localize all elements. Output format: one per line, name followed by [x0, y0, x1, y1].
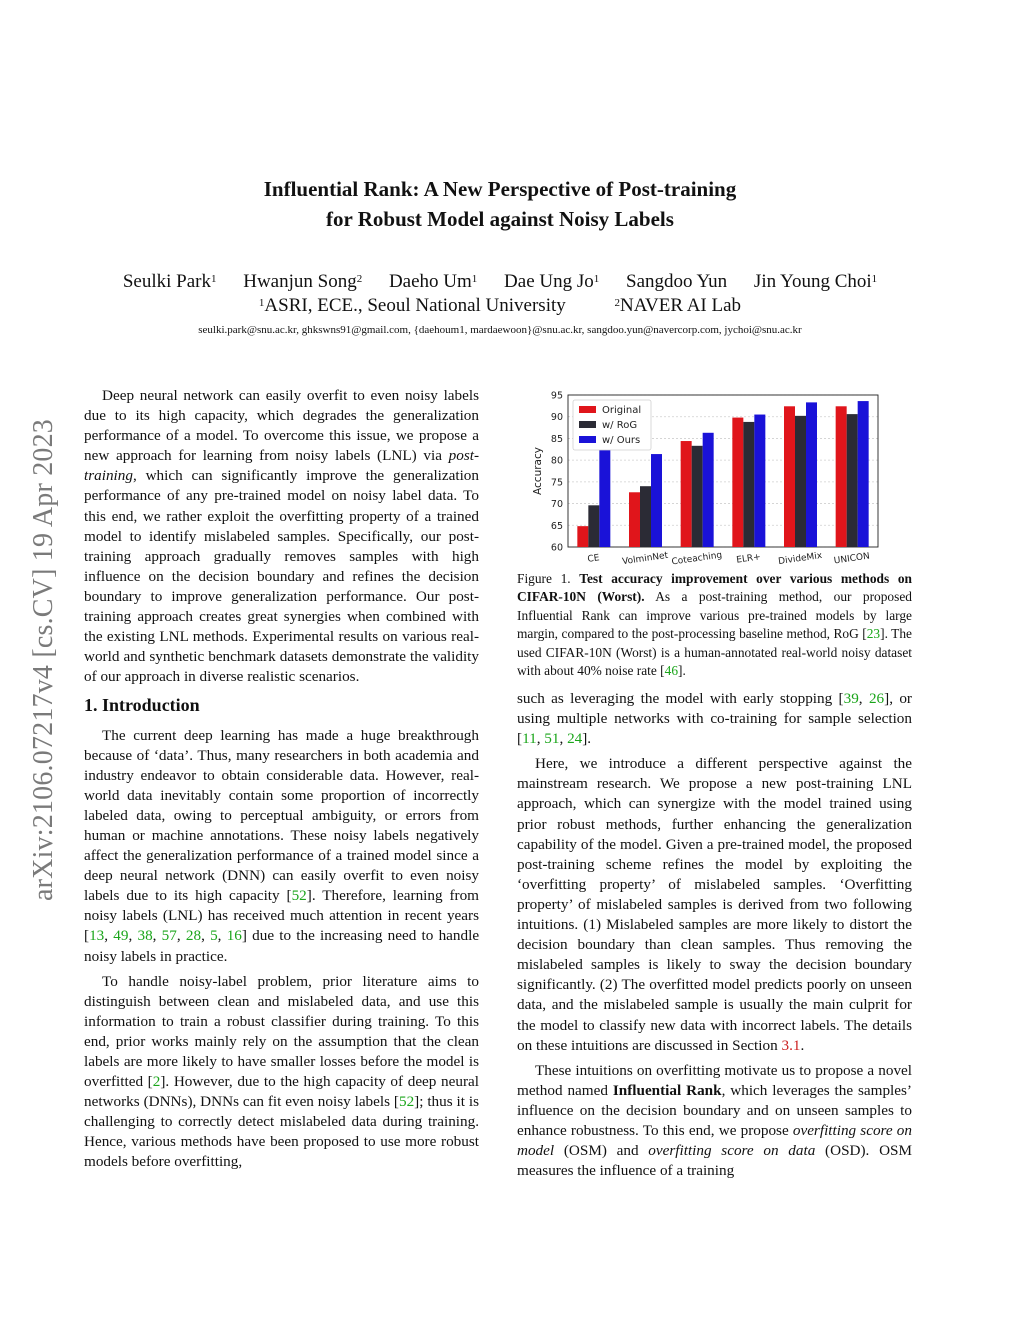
- citation-link[interactable]: 11: [522, 730, 537, 748]
- bar-original: [836, 406, 847, 547]
- bar-original: [784, 406, 795, 547]
- legend-swatch: [579, 436, 596, 443]
- citation-link[interactable]: 52: [291, 887, 307, 905]
- arxiv-identifier: arXiv:2106.07217v4 [cs.CV] 19 Apr 2023: [28, 418, 59, 902]
- right-column: [517, 689, 912, 1186]
- legend-label: Original: [602, 405, 642, 416]
- right-paragraph-1: Here, we introduce a different perspective against the mainstream research. We propose a new post-training LNL approach, which can synergize with the model trained using prior robust methods, further enhancing the generalization capability of the model. Given a pre-trained model, the proposed post-training scheme refines the model by exploiting the ‘overfitting property’ of mislabeled samples. ‘Overfitting property’ of mislabeled samples is derived from two following intuitions. (1) Mislabeled samples are more likely to distort the decision boundary than clean samples. Thus removing the mislabeled samples is likely to sway the decision boundary significantly. (2) The overfitted model predicts poorly on unseen data, and the mislabeled sample is usually the main culprit for the model to classify new data with incorrect labels. The details on these intuitions are discussed in Section 3.1.: [517, 755, 912, 1054]
- legend-swatch: [579, 406, 596, 413]
- section-reference-link[interactable]: 3.1: [781, 1036, 801, 1054]
- x-tick-label: Coteaching: [670, 550, 723, 568]
- bar-w-ours: [599, 448, 610, 547]
- citation-link[interactable]: 57: [161, 927, 177, 945]
- author: Jin Young Choi$^1$: [753, 271, 878, 292]
- legend-swatch: [579, 421, 596, 428]
- citation-link[interactable]: 23: [866, 626, 881, 642]
- x-tick-label: DivideMix: [777, 550, 823, 568]
- bar-w-rog: [692, 446, 703, 547]
- x-tick-label: ELR+: [735, 552, 762, 566]
- citation-link[interactable]: 5: [210, 927, 218, 945]
- y-tick-label: 80: [550, 455, 563, 467]
- author: Daeho Um$^1$: [388, 271, 478, 292]
- citation-link[interactable]: 38: [137, 927, 153, 945]
- y-tick-label: 95: [550, 390, 563, 402]
- bar-w-ours: [651, 454, 662, 547]
- author: Sangdoo Yun: [626, 271, 728, 292]
- affiliation-list: [0, 294, 1000, 318]
- title-line-1: Influential Rank: A New Perspective of Post-training: [263, 177, 737, 201]
- y-tick-label: 60: [550, 542, 563, 554]
- right-paragraph-2: These intuitions on overfitting motivate us to propose a novel method named Influential Rank, which leverages the samples’ influence on the decision boundary and on unseen samples to enhance robustness. To this end, we propose overfitting score on model (OSM) and overfitting score on data (OSD). OSM measures the influence of a training: [517, 1061, 912, 1180]
- bar-chart: [528, 383, 913, 573]
- bar-original: [629, 492, 640, 547]
- author-list: [0, 270, 1000, 294]
- author: Hwanjun Song$^2$: [243, 271, 363, 292]
- y-tick-label: 75: [550, 477, 563, 489]
- figure-1-chart: [528, 383, 913, 573]
- y-tick-label: 70: [550, 499, 563, 511]
- author: Dae Ung Jo$^1$: [504, 271, 600, 292]
- citation-link[interactable]: 24: [567, 730, 583, 748]
- caption-bold: Test accuracy improvement over various methods on CIFAR-10N (Worst).: [517, 571, 912, 605]
- intro-paragraph-1: The current deep learning has made a huge breakthrough because of ‘data’. Thus, many researchers in both academia and industry endeavor to obtain considerable data. However, real-world data inevitably contain some proportion of incorrectly labeled data, owing to perceptual ambiguity, or errors from human or machine annotations. These noisy labels negatively affect the generalization performance of a trained model since a deep neural network (DNN) can easily overfit to even noisy labels due to its high capacity [52]. Therefore, learning from noisy labels (LNL) has received much attention in recent years [13, 49, 38, 57, 28, 5, 16] due to the increasing need to handle noisy labels in practice.: [84, 726, 480, 965]
- author: Seulki Park$^1$: [122, 271, 217, 292]
- citation-link[interactable]: 16: [226, 927, 242, 945]
- paper-title: [0, 174, 1000, 234]
- bar-w-rog: [743, 422, 754, 547]
- caption-label: Figure 1.: [517, 571, 571, 586]
- y-tick-label: 90: [550, 412, 563, 424]
- title-line-2: for Robust Model against Noisy Labels: [326, 207, 674, 231]
- legend-label: w/ Ours: [602, 435, 641, 446]
- citation-link[interactable]: 52: [398, 1093, 415, 1111]
- left-column: [84, 386, 479, 1178]
- citation-link[interactable]: 13: [89, 927, 105, 945]
- citation-link[interactable]: 2: [152, 1073, 161, 1091]
- bar-w-rog: [588, 505, 599, 547]
- affiliation: $^2$NAVER AI Lab: [614, 295, 742, 316]
- citation-link[interactable]: 49: [113, 927, 129, 945]
- figure-1-caption: Figure 1. Test accuracy improvement over various methods on CIFAR-10N (Worst). As a post-training method, our proposed Influential Rank can improve various pre-trained models by large margin, compared to the post-processing baseline method, RoG [23]. The used CIFAR-10N (Worst) is a human-annotated real-world noisy dataset with about 40% noise rate [46].: [517, 571, 912, 679]
- section-heading-introduction: 1. Introduction: [84, 695, 200, 716]
- citation-link[interactable]: 51: [544, 730, 560, 748]
- bar-w-rog: [847, 414, 858, 547]
- abstract: Deep neural network can easily overfit to even noisy labels due to its high capacity, which degrades the generalization performance of a model. To overcome this issue, we propose a new approach for learning from noisy labels (LNL) via post-training, which can significantly improve the generalization performance of any pre-trained model on noisy label data. To this end, we rather exploit the overfitting property of a trained model to identify mislabeled samples. Specifically, our post-training approach gradually removes samples with high influence on the decision boundary and refines the decision boundary to improve generalization performance. Our post-training approach creates great synergies when combined with the existing LNL methods. Experimental results on various real-world and synthetic benchmark datasets demonstrate the validity of our approach in diverse realistic scenarios.: [84, 387, 479, 686]
- citation-link[interactable]: 26: [868, 690, 885, 707]
- x-tick-label: UNICON: [833, 551, 871, 567]
- bar-w-rog: [795, 416, 806, 547]
- bar-w-ours: [703, 433, 714, 547]
- bar-w-ours: [806, 402, 817, 547]
- x-tick-label: CE: [586, 553, 601, 565]
- citation-link[interactable]: 46: [664, 663, 679, 679]
- right-paragraph-0: such as leveraging the model with early stopping [39, 26], or using multiple networks with co-training for sample selection [11, 51, 24].: [517, 690, 912, 748]
- legend-label: w/ RoG: [602, 420, 638, 431]
- x-tick-label: VolminNet: [621, 550, 669, 568]
- bar-original: [681, 441, 692, 547]
- y-tick-label: 85: [550, 433, 563, 445]
- intro-paragraph-2: To handle noisy-label problem, prior literature aims to distinguish between clean and mislabeled data, and use this information to train a robust classifier during training. To this end, prior works mainly rely on the assumption that the clean labels are more likely to have smaller losses before the model is overfitted [2]. However, due to the high capacity of deep neural networks (DNNs), DNNs can fit even noisy labels [52]; thus it is challenging to correctly detect mislabeled data during training. Hence, various methods have been proposed to use more robust models before overfitting,: [84, 972, 479, 1171]
- bar-w-ours: [754, 415, 765, 547]
- bar-original: [732, 418, 743, 547]
- author-emails: seulki.park@snu.ac.kr, ghkswns91@gmail.com, {daehoum1, mardaewoon}@snu.ac.kr, sangdoo.yun@navercorp.com, jychoi@snu.ac.kr: [198, 324, 802, 336]
- bar-original: [577, 526, 588, 547]
- affiliation: $^1$ASRI, ECE., Seoul National University: [258, 295, 566, 316]
- y-axis-label: Accuracy: [532, 447, 544, 495]
- citation-link[interactable]: 39: [843, 690, 859, 707]
- bar-w-ours: [858, 401, 869, 547]
- bar-w-rog: [640, 486, 651, 547]
- y-tick-label: 65: [550, 520, 563, 532]
- citation-link[interactable]: 28: [185, 927, 202, 945]
